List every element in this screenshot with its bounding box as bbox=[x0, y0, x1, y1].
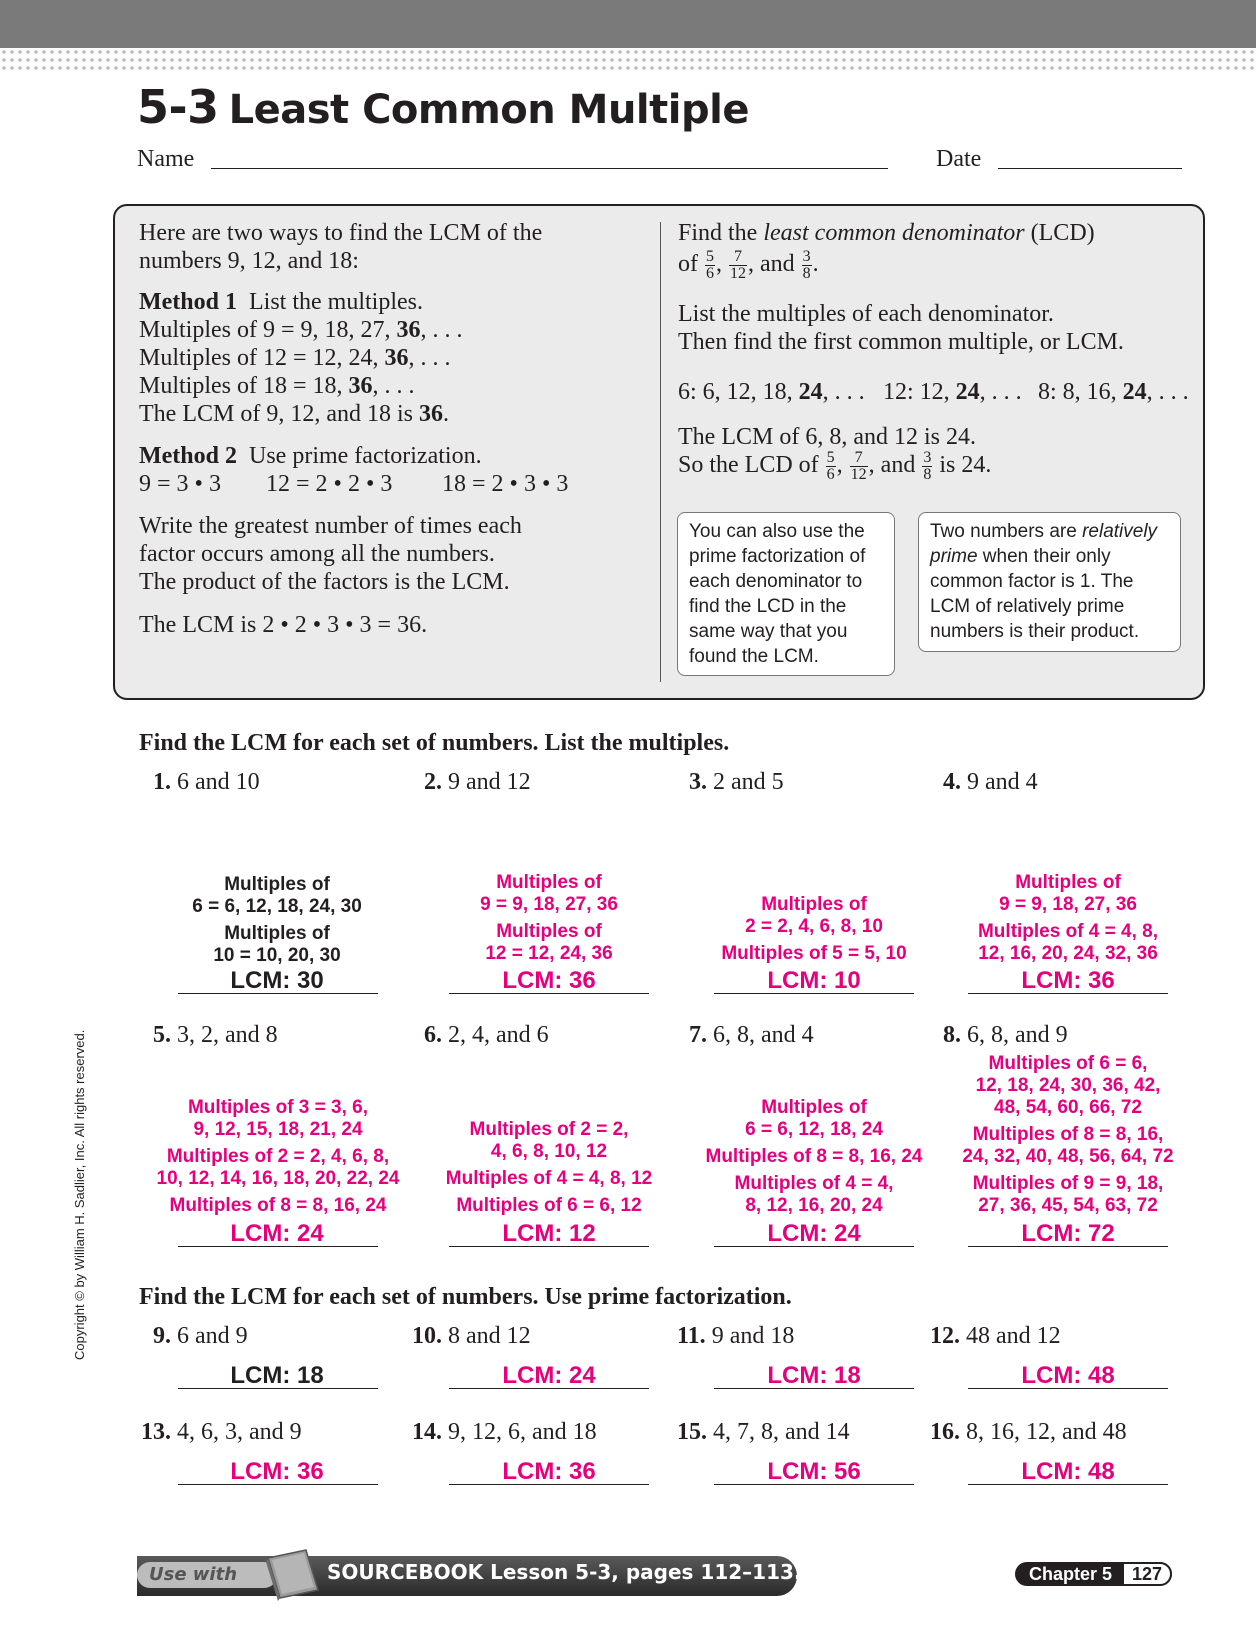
chapter-page-badge bbox=[1015, 1562, 1172, 1586]
chapter-label: Chapter 5 bbox=[1029, 1564, 1113, 1584]
intro-text bbox=[139, 219, 542, 275]
lesson-title bbox=[137, 80, 749, 134]
problem-12-answer-line[interactable] bbox=[968, 1388, 1168, 1389]
fraction-3-8: $\frac{3}{8}$ bbox=[802, 248, 811, 282]
problem-16-lcm: LCM: 48 bbox=[1021, 1458, 1115, 1485]
lesson-number: 5-3 bbox=[137, 80, 219, 134]
problem-13-lcm: LCM: 36 bbox=[230, 1458, 324, 1485]
problem-13-answer-line[interactable] bbox=[178, 1484, 378, 1485]
use-with-label: Use with bbox=[137, 1562, 277, 1588]
pf-18: 18 = 2 • 3 • 3 bbox=[442, 471, 569, 497]
problem-12: 12. 48 and 12 bbox=[930, 1323, 1061, 1349]
problem-8-work: Multiples of 6 = 6, 12, 18, 24, 30, 36, 42, 48, 54, 60, 66, 72 Multiples of 8 = 8, 16, 24, 32, 40, 48, 56, 64, 72 Multiples of 9 = 9, 18, 27, 36, 45, 54, 63, 72 bbox=[962, 1053, 1174, 1216]
note-prime-factorization: You can also use the prime factorization of each denominator to find the LCD in the same way that you found the LCM. bbox=[677, 512, 895, 676]
problem-2-work: Multiples of 9 = 9, 18, 27, 36 Multiples of 12 = 12, 24, 36 bbox=[480, 872, 618, 964]
name-field[interactable] bbox=[211, 168, 888, 169]
problem-3-work: Multiples of 2 = 2, 4, 6, 8, 10 Multiples of 5 = 5, 10 bbox=[721, 894, 907, 964]
problem-11-answer-line[interactable] bbox=[714, 1388, 914, 1389]
page-number: 127 bbox=[1122, 1562, 1172, 1586]
final-lcm-text: The LCM is 2 • 2 • 3 • 3 = 36. bbox=[139, 612, 428, 638]
book-icon bbox=[262, 1546, 322, 1602]
problem-2-answer-line[interactable] bbox=[449, 993, 649, 994]
date-label: Date bbox=[936, 146, 982, 172]
denominator-6-multiples: 6: 6, 12, 18, 24, . . . bbox=[678, 379, 865, 405]
problem-1: 1. 6 and 10 bbox=[153, 769, 260, 795]
problem-11: 11. 9 and 18 bbox=[677, 1323, 795, 1349]
problem-10-lcm: LCM: 24 bbox=[502, 1362, 596, 1389]
write-line-1: Write the greatest number of times each bbox=[139, 513, 522, 539]
problem-5-work: Multiples of 3 = 3, 6, 9, 12, 15, 18, 21, 24 Multiples of 2 = 2, 4, 6, 8, 10, 12, 14, 16, 18, 20, 22, 24 Multiples of 8 = 8, 16, 24 bbox=[156, 1097, 400, 1216]
column-divider bbox=[660, 222, 661, 682]
problem-9-answer-line[interactable] bbox=[178, 1388, 378, 1389]
problem-3-answer-line[interactable] bbox=[714, 993, 914, 994]
problem-13: 13. 4, 6, 3, and 9 bbox=[141, 1419, 302, 1445]
method2-title: Method 2 bbox=[139, 443, 237, 469]
problem-11-lcm: LCM: 18 bbox=[767, 1362, 861, 1389]
problem-5-lcm: LCM: 24 bbox=[230, 1220, 324, 1247]
problem-16: 16. 8, 16, 12, and 48 bbox=[930, 1419, 1127, 1445]
problem-4-lcm: LCM: 36 bbox=[1021, 967, 1115, 994]
denominator-12-multiples: 12: 12, 24, . . . bbox=[883, 379, 1022, 405]
problem-4: 4. 9 and 4 bbox=[943, 769, 1038, 795]
problem-8: 8. 6, 8, and 9 bbox=[943, 1022, 1068, 1048]
problem-6-lcm: LCM: 12 bbox=[502, 1220, 596, 1247]
method2-desc: Use prime factorization. bbox=[249, 443, 482, 469]
problem-15-lcm: LCM: 56 bbox=[767, 1458, 861, 1485]
problem-14: 14. 9, 12, 6, and 18 bbox=[412, 1419, 597, 1445]
dotted-band bbox=[0, 48, 1256, 72]
lcm-6-8-12: The LCM of 6, 8, and 12 is 24. bbox=[678, 424, 976, 450]
problem-2-lcm: LCM: 36 bbox=[502, 967, 596, 994]
fraction-5-6: $\frac{5}{6}$ bbox=[706, 248, 714, 282]
problem-14-answer-line[interactable] bbox=[449, 1484, 649, 1485]
pf-12: 12 = 2 • 2 • 3 bbox=[266, 471, 393, 497]
problem-3-lcm: LCM: 10 bbox=[767, 967, 861, 994]
lcd-intro: Find the least common denominator (LCD) of $\frac{5}{6}$ , $\frac{7}{12}$ , and $\frac{3}{8}$ . bbox=[678, 220, 1095, 282]
problem-1-work: Multiples of 6 = 6, 12, 18, 24, 30 Multiples of 10 = 10, 20, 30 bbox=[192, 874, 362, 966]
note-relatively-prime: Two numbers are relatively prime when their only common factor is 1. The LCM of relatively prime numbers is their product. bbox=[918, 512, 1181, 652]
write-line-3: The product of the factors is the LCM. bbox=[139, 569, 510, 595]
problem-15: 15. 4, 7, 8, and 14 bbox=[677, 1419, 850, 1445]
problem-7-work: Multiples of 6 = 6, 12, 18, 24 Multiples of 8 = 8, 16, 24 Multiples of 4 = 4, 8, 12, 16, 20, 24 bbox=[705, 1097, 923, 1216]
problem-1-lcm: LCM: 30 bbox=[230, 967, 324, 994]
problem-6-work: Multiples of 2 = 2, 4, 6, 8, 10, 12 Multiples of 4 = 4, 8, 12 Multiples of 6 = 6, 12 bbox=[445, 1119, 653, 1216]
intro-line-1: Here are two ways to find the LCM of the bbox=[139, 220, 543, 246]
problem-9: 9. 6 and 9 bbox=[153, 1323, 248, 1349]
method1-desc: List the multiples. bbox=[249, 289, 423, 315]
problem-8-lcm: LCM: 72 bbox=[1021, 1220, 1115, 1247]
problem-5-answer-line[interactable] bbox=[178, 1246, 378, 1247]
top-band bbox=[0, 0, 1256, 48]
method-2 bbox=[139, 442, 482, 470]
problem-7: 7. 6, 8, and 4 bbox=[689, 1022, 814, 1048]
multiples-18-line: Multiples of 18 = 18, 36, . . . bbox=[139, 373, 415, 399]
problem-4-work: Multiples of 9 = 9, 18, 27, 36 Multiples of 4 = 4, 8, 12, 16, 20, 24, 32, 36 bbox=[977, 872, 1159, 964]
problem-3: 3. 2 and 5 bbox=[689, 769, 784, 795]
list-line-1: List the multiples of each denominator. bbox=[678, 301, 1054, 327]
problem-15-answer-line[interactable] bbox=[714, 1484, 914, 1485]
sourcebook-reference: SOURCEBOOK Lesson 5-3, pages 112–113. bbox=[327, 1560, 802, 1584]
lesson-name: Least Common Multiple bbox=[228, 87, 749, 133]
problem-10: 10. 8 and 12 bbox=[412, 1323, 531, 1349]
write-text bbox=[139, 512, 522, 596]
lcd-conclusion: So the LCD of $\frac{5}{6}$ , $\frac{7}{12}$ , and $\frac{3}{8}$ is 24. bbox=[678, 449, 992, 483]
denominator-8-multiples: 8: 8, 16, 24, . . . bbox=[1038, 379, 1189, 405]
problem-9-lcm: LCM: 18 bbox=[230, 1362, 324, 1389]
problem-1-answer-line[interactable] bbox=[178, 993, 378, 994]
problem-6: 6. 2, 4, and 6 bbox=[424, 1022, 549, 1048]
multiples-12-line: Multiples of 12 = 12, 24, 36, . . . bbox=[139, 345, 451, 371]
problem-6-answer-line[interactable] bbox=[449, 1246, 649, 1247]
intro-line-2: numbers 9, 12, and 18: bbox=[139, 248, 359, 274]
list-line-2: Then find the first common multiple, or LCM. bbox=[678, 329, 1124, 355]
section2-instruction: Find the LCM for each set of numbers. Use prime factorization. bbox=[139, 1284, 792, 1310]
lcm-result-line: The LCM of 9, 12, and 18 is 36. bbox=[139, 401, 449, 427]
method1-title: Method 1 bbox=[139, 289, 237, 315]
multiples-9-line: Multiples of 9 = 9, 18, 27, 36, . . . bbox=[139, 317, 463, 343]
date-field[interactable] bbox=[998, 168, 1182, 169]
problem-7-answer-line[interactable] bbox=[714, 1246, 914, 1247]
name-label: Name bbox=[137, 146, 195, 172]
problem-14-lcm: LCM: 36 bbox=[502, 1458, 596, 1485]
problem-10-answer-line[interactable] bbox=[449, 1388, 649, 1389]
problem-5: 5. 3, 2, and 8 bbox=[153, 1022, 278, 1048]
pf-9: 9 = 3 • 3 bbox=[139, 471, 221, 497]
problem-8-answer-line[interactable] bbox=[968, 1246, 1168, 1247]
fraction-7-12: $\frac{7}{12}$ bbox=[730, 248, 746, 282]
write-line-2: factor occurs among all the numbers. bbox=[139, 541, 495, 567]
problem-16-answer-line[interactable] bbox=[968, 1484, 1168, 1485]
section1-instruction: Find the LCM for each set of numbers. List the multiples. bbox=[139, 730, 730, 756]
list-instructions bbox=[678, 300, 1124, 356]
method-1 bbox=[139, 288, 463, 428]
problem-2: 2. 9 and 12 bbox=[424, 769, 531, 795]
problem-12-lcm: LCM: 48 bbox=[1021, 1362, 1115, 1389]
problem-4-answer-line[interactable] bbox=[968, 993, 1168, 994]
problem-7-lcm: LCM: 24 bbox=[767, 1220, 861, 1247]
